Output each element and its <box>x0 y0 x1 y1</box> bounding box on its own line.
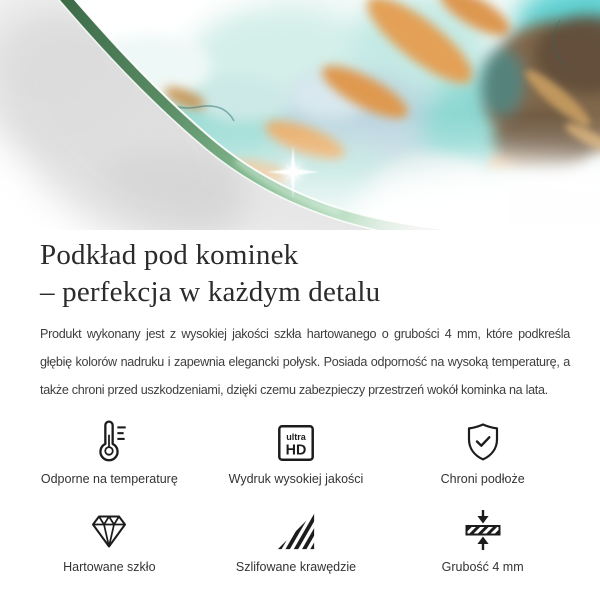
feature-label: Hartowane szkło <box>63 560 156 574</box>
page-title <box>40 237 570 311</box>
shield-check-icon <box>461 420 505 464</box>
feature-tempered-glass <box>16 506 203 574</box>
heading-line-2: – perfekcja w każdym detalu <box>40 276 381 308</box>
heading-line-1: Podkład pod kominek <box>40 239 299 271</box>
thermometer-icon <box>86 418 132 464</box>
feature-protects-floor <box>389 418 576 486</box>
feature-thickness <box>389 506 576 574</box>
ultra-hd-icon-text-bottom: HD <box>285 442 307 459</box>
feature-label: Chroni podłoże <box>440 472 525 486</box>
glass-pad-photo <box>0 0 600 230</box>
features-grid <box>16 418 576 574</box>
ultra-hd-icon-text-top: ultra <box>286 432 306 443</box>
ultra-hd-icon <box>275 422 317 464</box>
feature-label: Szlifowane krawędzie <box>235 560 357 574</box>
polished-edge-icon <box>275 510 317 552</box>
product-copy <box>0 237 600 574</box>
product-description: Produkt wykonany jest z wysokiej jakości szkła hartowanego o grubości 4 mm, które podkreśla głębię kolorów nadruku i zapewnia elegancki połysk. Posiada odporność na wysoką temperaturę, a także chroni przed uszkodzeniami, dzięki czemu zabezpieczy przestrzeń wokół kominka na lata. <box>40 327 570 397</box>
thickness-icon <box>461 508 505 552</box>
feature-temperature-resistant <box>16 418 203 486</box>
feature-print-quality <box>203 418 390 486</box>
product-hero-image <box>0 0 600 230</box>
feature-polished-edges <box>203 506 390 574</box>
diamond-icon <box>87 508 131 552</box>
feature-label: Wydruk wysokiej jakości <box>228 472 364 486</box>
feature-label: Odporne na temperaturę <box>40 472 178 486</box>
feature-label: Grubość 4 mm <box>441 560 524 574</box>
